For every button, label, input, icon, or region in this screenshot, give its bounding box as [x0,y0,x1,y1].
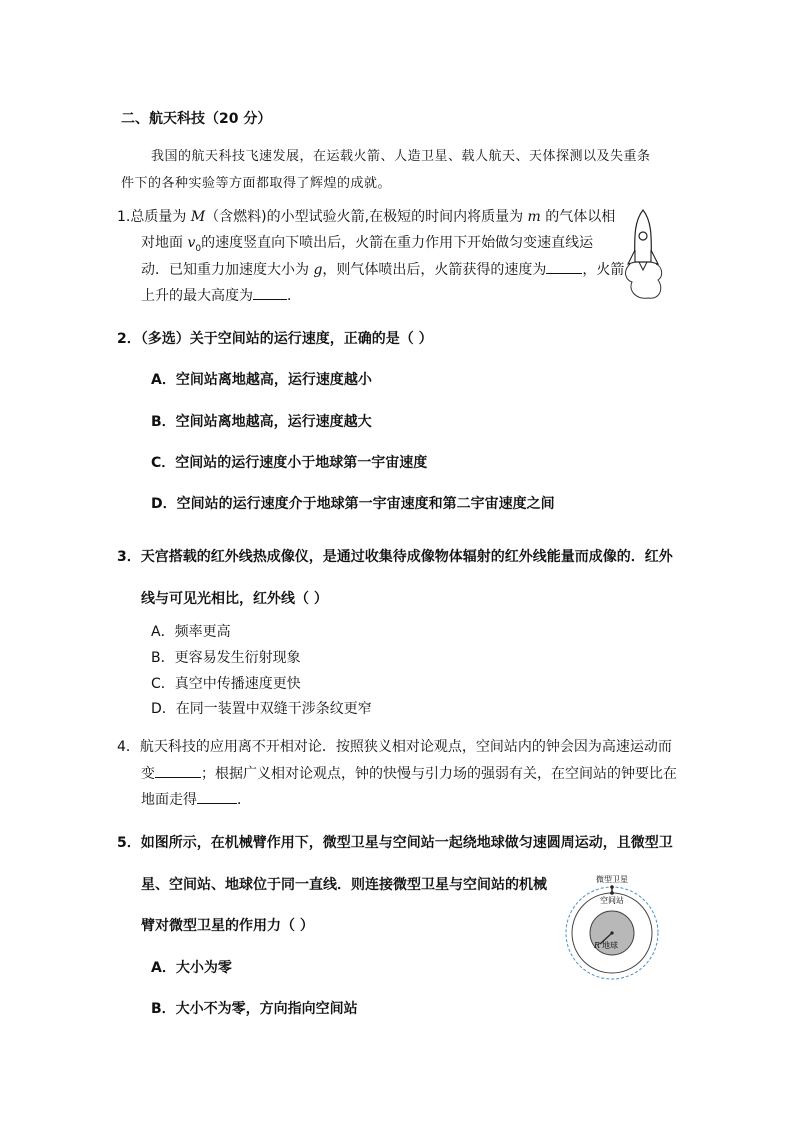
label-satellite: 微型卫星 [596,875,628,884]
q3-stem-line-1: 3．天宫搭载的红外线热成像仪，是通过收集待成像物体辐射的红外线能量而成像的．红外 [117,549,673,565]
orbit-diagram [560,870,664,982]
q2-option-a[interactable]: A．空间站离地越高，运行速度越小 [151,372,372,388]
satellite-dot [610,885,614,889]
q5-stem-line-1: 5．如图所示，在机械臂作用下，微型卫星与空间站一起绕地球做匀速圆周运动，且微型卫 [117,835,673,851]
rocket-icon [618,206,668,306]
station-dot [610,891,614,895]
q3-option-c[interactable]: C．真空中传播速度更快 [151,676,301,692]
var-g: g [313,262,323,278]
earth-center [610,931,613,934]
intro-line-2: 件下的各种实验等方面都取得了辉煌的成就。 [121,176,392,191]
q3-option-a[interactable]: A．频率更高 [151,624,231,640]
q4-blank-2[interactable] [197,789,237,804]
q4-blank-1[interactable] [155,763,201,778]
q2-option-d[interactable]: D．空间站的运行速度介于地球第一宇宙速度和第二宇宙速度之间 [151,496,555,512]
label-radius: R [594,941,601,950]
q3-option-b[interactable]: B．更容易发生衍射现象 [151,650,301,666]
q1-blank-height[interactable] [253,285,287,300]
q1-line-4: 上升的最大高度为 ． [141,285,301,305]
q2-option-c[interactable]: C．空间站的运行速度小于地球第一宇宙速度 [151,455,428,471]
q1-line-3: 动．已知重力加速度大小为 g，则气体喷出后，火箭获得的速度为 ，火箭 [141,259,624,279]
q5-option-b[interactable]: B．大小不为零，方向指向空间站 [151,1001,358,1017]
q3-option-d[interactable]: D．在同一装置中双缝干涉条纹更窄 [151,701,372,717]
q2-stem: 2．（多选）关于空间站的运行速度，正确的是（ ） [117,331,433,347]
q3-stem-line-2: 线与可见光相比，红外线（ ） [141,591,328,607]
q4-line-2: 变 ；根据广义相对论观点，钟的快慢与引力场的强弱有关，在空间站的钟要比在 [141,763,677,783]
var-v: v [187,235,196,251]
label-station: 空间站 [600,896,624,905]
var-M: M [190,209,206,225]
q1-blank-velocity[interactable] [546,259,582,274]
q5-option-a[interactable]: A．大小为零 [151,960,232,976]
q1-number: 1. [117,209,131,225]
intro-line-1: 我国的航天科技飞速发展，在运载火箭、人造卫星、载人航天、天体探测以及失重条 [151,149,651,164]
q4-line-3: 地面走得 ． [141,789,251,809]
q5-stem-line-2: 星、空间站、地球位于同一直线．则连接微型卫星与空间站的机械 [141,877,547,893]
q4-line-1: 4．航天科技的应用离不开相对论．按照狭义相对论观点，空间站内的钟会因为高速运动而 [117,739,672,755]
label-earth: 地球 [602,941,618,950]
q5-stem-line-3: 臂对微型卫星的作用力（ ） [141,918,314,934]
var-m: m [527,209,541,225]
q1-line-2: 对地面 $v_0$的速度竖直向下喷出后，火箭在重力作用下开始做匀变速直线运 [141,235,594,254]
section-title: 二、航天科技（20 分） [121,111,272,127]
q2-option-b[interactable]: B．空间站离地越高，运行速度越大 [151,414,372,430]
q1-line-1: 1.总质量为 M（含燃料)的小型试验火箭,在极短的时间内将质量为 m 的气体以相 [117,209,616,225]
